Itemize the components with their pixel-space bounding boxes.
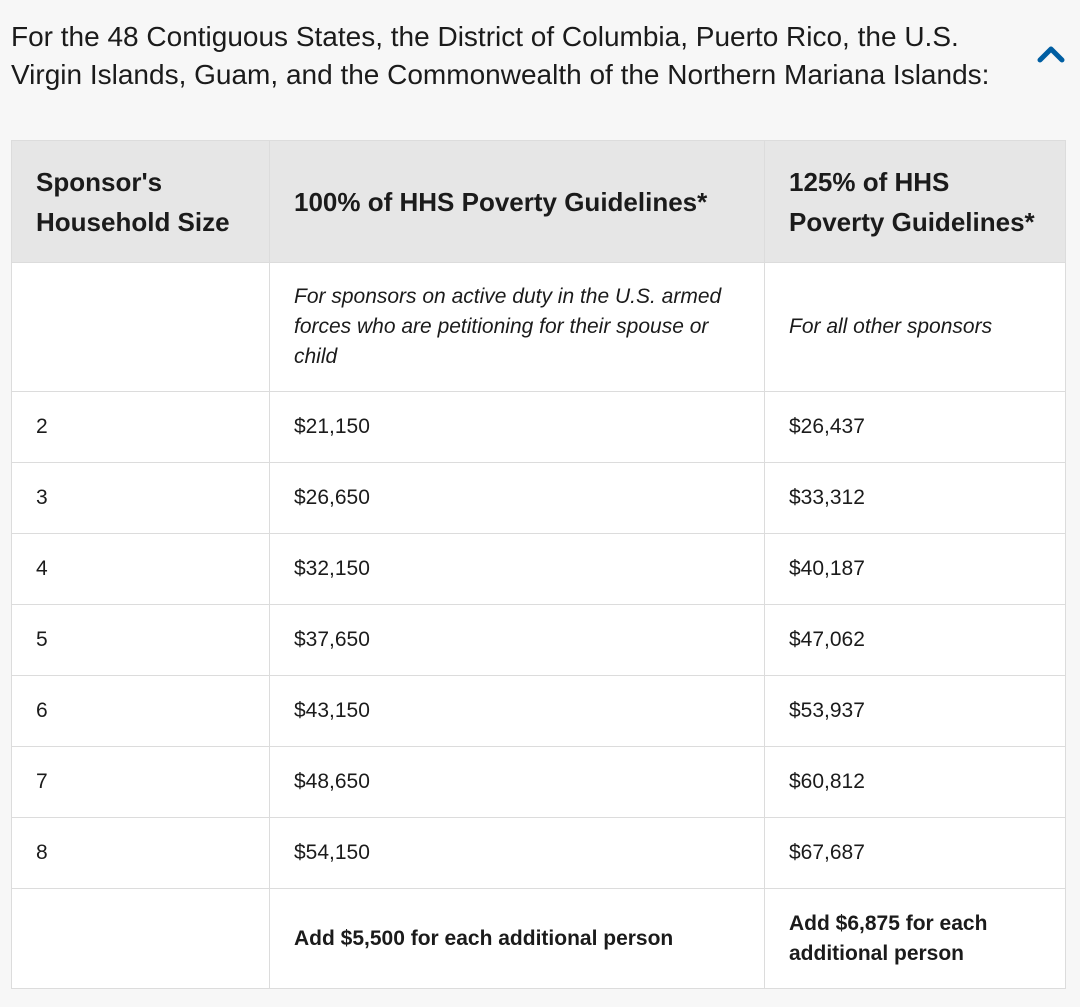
table-footer-row bbox=[12, 889, 1066, 989]
household-size-cell: 7 bbox=[12, 747, 270, 818]
table-row bbox=[12, 534, 1066, 605]
header-125-percent: 125% of HHS Poverty Guidelines* bbox=[765, 141, 1066, 263]
table-row bbox=[12, 818, 1066, 889]
note-cell: For all other sponsors bbox=[765, 263, 1066, 392]
additional-person-100-cell: Add $5,500 for each additional person bbox=[270, 889, 765, 989]
note-cell bbox=[12, 263, 270, 392]
income-100-cell: $37,650 bbox=[270, 605, 765, 676]
income-125-cell: $47,062 bbox=[765, 605, 1066, 676]
household-size-cell: 6 bbox=[12, 676, 270, 747]
income-100-cell: $54,150 bbox=[270, 818, 765, 889]
income-100-cell: $48,650 bbox=[270, 747, 765, 818]
table-row bbox=[12, 605, 1066, 676]
footer-cell bbox=[12, 889, 270, 989]
income-requirements-table bbox=[11, 140, 1065, 989]
table-row bbox=[12, 676, 1066, 747]
header-household-size: Sponsor's Household Size bbox=[12, 141, 270, 263]
income-125-cell: $33,312 bbox=[765, 463, 1066, 534]
household-size-cell: 5 bbox=[12, 605, 270, 676]
income-125-cell: $67,687 bbox=[765, 818, 1066, 889]
table-note-row bbox=[12, 263, 1066, 392]
income-125-cell: $60,812 bbox=[765, 747, 1066, 818]
income-125-cell: $26,437 bbox=[765, 392, 1066, 463]
income-100-cell: $43,150 bbox=[270, 676, 765, 747]
household-size-cell: 3 bbox=[12, 463, 270, 534]
income-100-cell: $32,150 bbox=[270, 534, 765, 605]
income-125-cell: $40,187 bbox=[765, 534, 1066, 605]
income-125-cell: $53,937 bbox=[765, 676, 1066, 747]
household-size-cell: 8 bbox=[12, 818, 270, 889]
household-size-cell: 2 bbox=[12, 392, 270, 463]
table-header-row bbox=[12, 141, 1066, 263]
household-size-cell: 4 bbox=[12, 534, 270, 605]
header-100-percent: 100% of HHS Poverty Guidelines* bbox=[270, 141, 765, 263]
table-row bbox=[12, 747, 1066, 818]
chevron-up-icon[interactable] bbox=[1036, 42, 1066, 66]
accordion-title[interactable]: For the 48 Contiguous States, the District of Columbia, Puerto Rico, the U.S. Virgin Islands, Guam, and the Commonwealth of the Northern Mariana Islands: bbox=[11, 21, 990, 90]
additional-person-125-cell: Add $6,875 for each additional person bbox=[765, 889, 1066, 989]
income-100-cell: $26,650 bbox=[270, 463, 765, 534]
table-row bbox=[12, 392, 1066, 463]
income-100-cell: $21,150 bbox=[270, 392, 765, 463]
table-row bbox=[12, 463, 1066, 534]
note-cell: For sponsors on active duty in the U.S. armed forces who are petitioning for their spouse or child bbox=[270, 263, 765, 392]
